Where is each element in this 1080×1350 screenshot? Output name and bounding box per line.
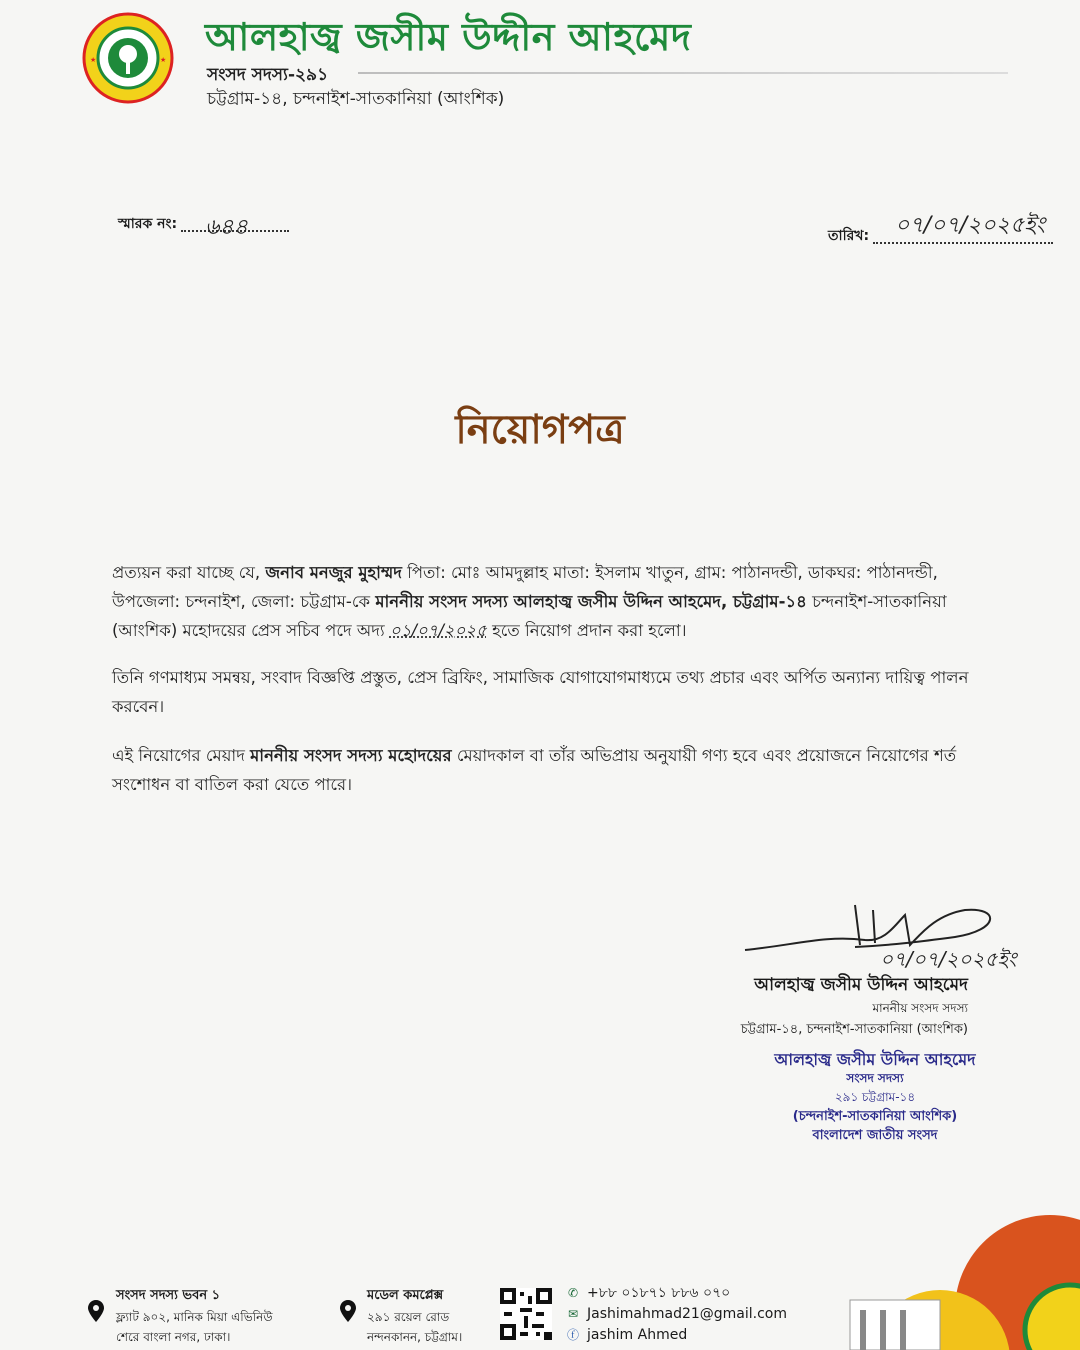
- appointee-name: জনাব মনজুর মুহাম্মদ: [265, 563, 402, 582]
- email-address: Jashimahmad21@gmail.com: [587, 1306, 788, 1322]
- stamp-line-4: (চন্দনাইশ-সাতকানিয়া আংশিক): [792, 1109, 958, 1124]
- memo-number: ৬৪৪: [205, 215, 248, 240]
- qr-code: [500, 1288, 552, 1340]
- body-paragraph-1: [112, 558, 988, 645]
- mp-reference: মাননীয় সংসদ সদস্য আলহাজ্ব জসীম উদ্দিন আহমেদ, চট্টগ্রাম-১৪: [375, 592, 807, 611]
- document-title: নিয়োগপত্র: [455, 407, 625, 453]
- email-row: [565, 1304, 787, 1325]
- date-value: ০৭/০৭/২০২৫ইং: [895, 213, 1046, 238]
- phone-icon: ✆: [567, 1286, 579, 1300]
- footer-address-2: [367, 1286, 462, 1347]
- address1-title: সংসদ সদস্য ভবন ১: [116, 1288, 221, 1303]
- memo-label: স্মারক নং:: [118, 216, 178, 232]
- official-stamp: [755, 1050, 995, 1145]
- p3-mp-reference: মাননীয় সংসদ সদস্য মহোদয়ের: [250, 746, 452, 765]
- date-label: তারিখ:: [828, 228, 870, 244]
- p1-text-d: হতে নিয়োগ প্রদান করা হলো।: [486, 621, 687, 640]
- footer-address-1: [116, 1286, 273, 1347]
- stamp-line-5: বাংলাদেশ জাতীয় সংসদ: [812, 1128, 938, 1143]
- p3-text-a: এই নিয়োগের মেয়াদ: [112, 746, 251, 765]
- address1-line1: ফ্ল্যাট ৯০২, মানিক মিয়া এভিনিউ: [116, 1310, 273, 1324]
- address2-line1: ২৯১ রয়েল রোড: [367, 1310, 450, 1324]
- phone-row: [565, 1283, 787, 1304]
- p1-text-a: প্রত্যয়ন করা যাচ্ছে যে,: [112, 563, 266, 582]
- address2-title: মডেল কমপ্লেক্স: [367, 1288, 444, 1303]
- signatory-role: মাননীয় সংসদ সদস্য: [872, 1001, 968, 1015]
- signatory-name: আলহাজ্ব জসীম উদ্দিন আহমেদ: [754, 975, 968, 995]
- location-pin-icon: [340, 1300, 356, 1322]
- address1-line2: শেরে বাংলা নগর, ঢাকা।: [116, 1330, 231, 1344]
- svg-text:★: ★: [90, 56, 97, 64]
- corner-decoration: [820, 1200, 1080, 1350]
- header-divider: [358, 72, 1008, 74]
- p3-text-c: মেয়াদকাল বা তাঁর অভিপ্রায় অনুযায়ী গণ্য হবে এবং প্রয়োজনে নিয়োগের শর্ত সংশোধন বা বাতিল করা যেতে পারে।: [112, 746, 957, 794]
- member-designation: সংসদ সদস্য-২৯১: [207, 65, 329, 85]
- constituency: চট্টগ্রাম-১৪, চন্দনাইশ-সাতকানিয়া (আংশিক): [207, 89, 505, 109]
- p1-text-c: চন্দনাইশ-সাতকানিয়া (আংশিক) মহোদয়ের প্রেস সচিব পদে অদ্য: [112, 592, 947, 640]
- facebook-name: jashim Ahmed: [587, 1327, 688, 1343]
- facebook-row: [565, 1325, 787, 1346]
- stamp-line-2: সংসদ সদস্য: [846, 1071, 904, 1085]
- memo-field: [118, 212, 289, 236]
- svg-text:★: ★: [160, 56, 167, 64]
- body-paragraph-3: [112, 741, 988, 799]
- stamp-line-3: ২৯১ চট্টগ্রাম-১৪: [834, 1090, 916, 1104]
- phone-number: +৮৮ ০১৮৭১ ৮৮৬ ০৭০: [587, 1285, 731, 1301]
- stamp-line-1: আলহাজ্ব জসীম উদ্দিন আহমেদ: [774, 1050, 976, 1069]
- location-pin-icon: [88, 1300, 104, 1322]
- facebook-icon: ⓕ: [566, 1328, 579, 1342]
- signatory-constituency: চট্টগ্রাম-১৪, চন্দনাইশ-সাতকানিয়া (আংশিক): [740, 1022, 968, 1037]
- sender-name: আলহাজ্ব জসীম উদ্দীন আহমেদ: [205, 15, 692, 59]
- signature-date: ০৭/০৭/২০২৫ইং: [880, 947, 1017, 971]
- appointment-date: ০১/০৭/২০২৫: [389, 621, 487, 640]
- email-icon: ✉: [567, 1307, 579, 1321]
- footer-contacts: [565, 1283, 787, 1346]
- address2-line2: নন্দনকানন, চট্টগ্রাম।: [367, 1330, 463, 1344]
- seal-logo: [78, 12, 178, 104]
- body-paragraph-2: তিনি গণমাধ্যম সমন্বয়, সংবাদ বিজ্ঞপ্তি প্রস্তুত, প্রেস ব্রিফিং, সামাজিক যোগাযোগমাধ্যমে তথ্য প্রচার এবং অর্পিত অন্যান্য দায়িত্ব পালন করবেন।: [112, 668, 969, 716]
- p1-text-b: পিতা: মোঃ আমদুল্লাহ মাতা: ইসলাম খাতুন, গ্রাম: পাঠানদন্ডী, ডাকঘর: পাঠানদন্ডী, উপজেলা: চন্দনাইশ, জেলা: চট্টগ্রাম-কে: [112, 563, 938, 611]
